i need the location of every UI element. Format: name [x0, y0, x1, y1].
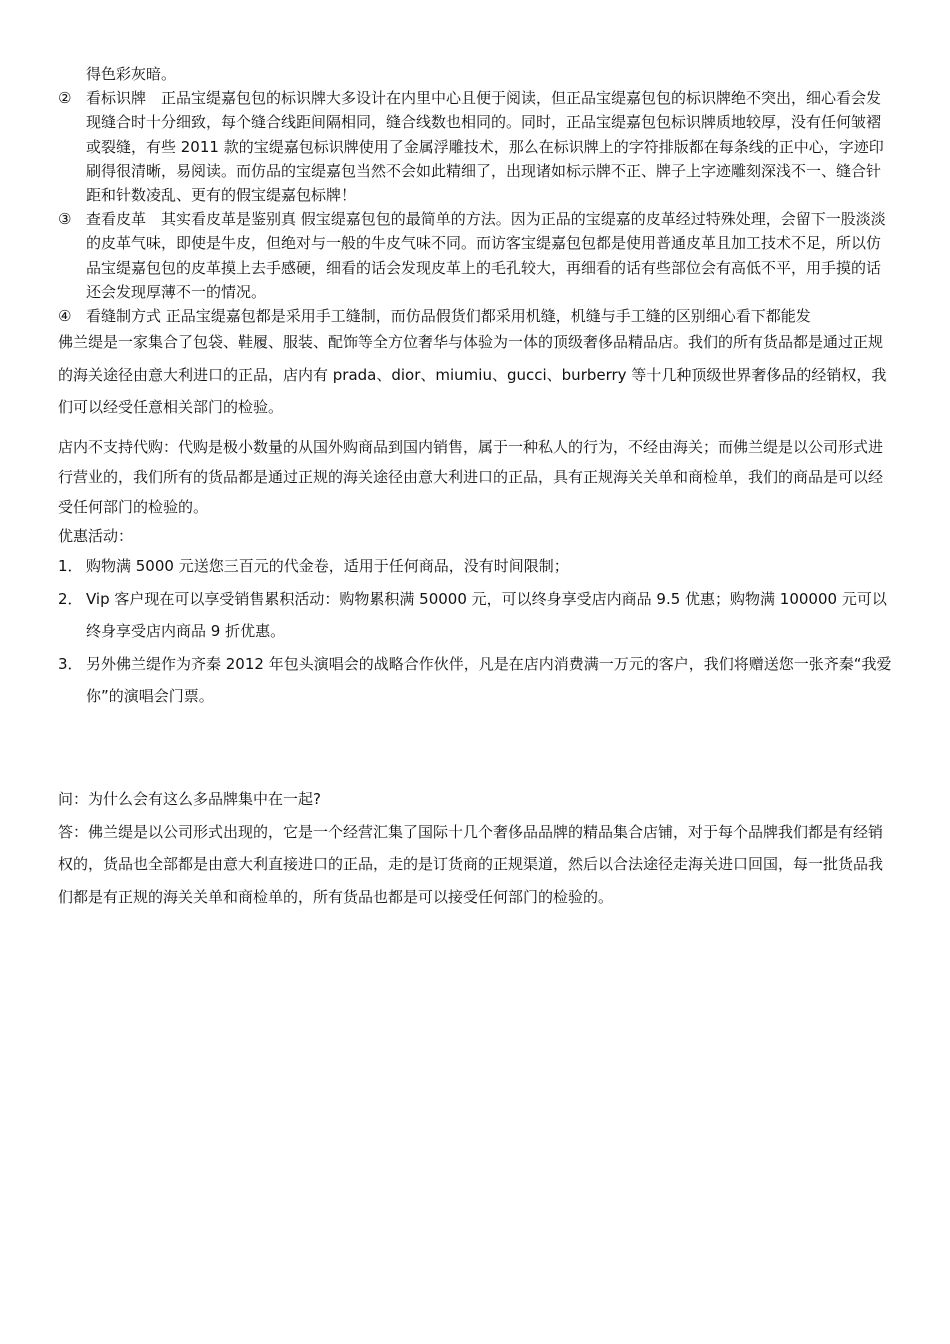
item-3-text: 查看皮革 其实看皮革是鉴别真 假宝缇嘉包包的最简单的方法。因为正品的宝缇嘉的皮革经过特殊处理，会留下一股淡淡的皮革气味，即使是牛皮，但绝对与一般的牛皮气味不同。而访客宝缇嘉包包都是使用普通皮革且加工技术不足，所以仿品宝缇嘉包包的皮革摸上去手感硬，细看的话会发现皮革上的毛孔较大，再细看的话有些部位会有高低不平，用手摸的话还会发现厚薄不一的情况。	[86, 210, 886, 301]
item-2	[58, 86, 894, 207]
promo-item-1-text: 购物满 5000 元送您三百元的代金卷，适用于任何商品，没有时间限制；	[86, 557, 569, 576]
spacer	[58, 713, 894, 783]
promo-item-2-number: 2．	[58, 589, 83, 608]
item-3	[58, 207, 894, 304]
item-2-marker: ②	[58, 89, 72, 108]
continuation-text: 得色彩灰暗。	[86, 65, 177, 83]
item-4	[58, 304, 894, 328]
intro-paragraph: 佛兰缇是一家集合了包袋、鞋履、服装、配饰等全方位奢华与体验为一体的顶级奢侈品精品店。我们的所有货品都是通过正规的海关途径由意大利进口的正品，店内有 prada、dior、miumiu、gucci、burberry 等十几种顶级世界奢侈品的经销权，我们可以经受任意相关部门的检验。	[58, 333, 887, 417]
promo-item-3-text: 另外佛兰缇作为齐秦 2012 年包头演唱会的战略合作伙伴，凡是在店内消费满一万元的客户，我们将赠送您一张齐秦“我爱你”的演唱会门票。	[86, 654, 892, 706]
item-4-marker: ④	[58, 307, 72, 326]
item-2-text: 看标识牌 正品宝缇嘉包包的标识牌大多设计在内里中心且便于阅读，但正品宝缇嘉包包的标识牌绝不突出，细心看会发现缝合时十分细致，每个缝合线距间隔相同，缝合线数也相同的。同时，正品宝缇嘉包包标识牌质地较厚，没有任何皱褶或裂缝，有些 2011 款的宝缇嘉包标识牌使用了金属浮雕技术，那么在标识牌上的字符排版都在每条线的正中心，字迹印刷得很清晰，易阅读。而仿品的宝缇嘉包当然不会如此精细了，出现诸如标示牌不正、牌子上字迹雕刻深浅不一、缝合针距和针数凌乱、更有的假宝缇嘉包标牌！	[86, 89, 884, 205]
promo-title: 优惠活动：	[58, 527, 134, 546]
promo-item-3-number: 3．	[58, 654, 83, 673]
item-4-text: 看缝制方式 正品宝缇嘉包都是采用手工缝制，而仿品假货们都采用机缝，机缝与手工缝的区别细心看下都能发	[86, 307, 811, 326]
promo-item-1	[58, 550, 894, 583]
promo-item-1-number: 1．	[58, 557, 83, 576]
no-daigou-paragraph: 店内不支持代购：代购是极小数量的从国外购商品到国内销售，属于一种私人的行为，不经由海关；而佛兰缇是以公司形式进行营业的，我们所有的货品都是通过正规的海关途径由意大利进口的正品，具有正规海关关单和商检单，我们的商品是可以经受任何部门的检验的。	[58, 438, 884, 517]
question-text: 问：为什么会有这么多品牌集中在一起?	[58, 789, 321, 808]
answer-text: 答：佛兰缇是以公司形式出现的，它是一个经营汇集了国际十几个奢侈品品牌的精品集合店铺，对于每个品牌我们都是有经销权的，货品也全部都是由意大利直接进口的正品，走的是订货商的正规渠道，然后以合法途径走海关进口回国，每一批货品我们都是有正规的海关关单和商检单的，所有货品也都是可以接受任何部门的检验的。	[58, 822, 884, 906]
promo-item-2-text: Vip 客户现在可以享受销售累积活动：购物累积满 50000 元，可以终身享受店内商品 9.5 优惠；购物满 100000 元可以终身享受店内商品 9 折优惠。	[86, 589, 887, 641]
promo-item-3	[58, 648, 894, 713]
promo-item-2	[58, 583, 894, 648]
item-3-marker: ③	[58, 210, 72, 229]
